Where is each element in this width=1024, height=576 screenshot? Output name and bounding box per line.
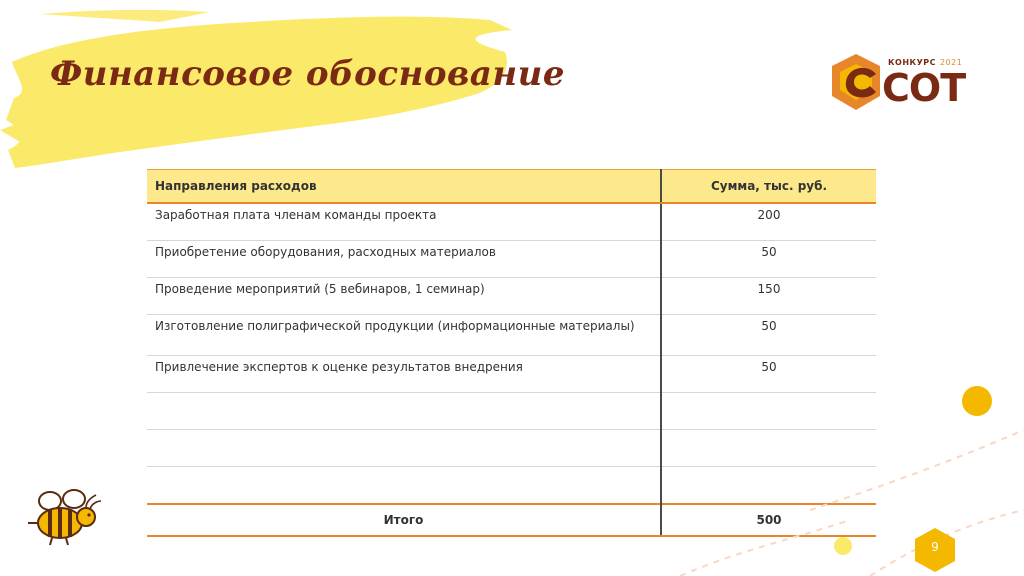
row-amount: 50 xyxy=(661,356,876,393)
table-row xyxy=(147,315,876,356)
table-row xyxy=(147,203,876,241)
row-amount: 150 xyxy=(661,278,876,315)
total-label: Итого xyxy=(147,504,661,536)
row-direction: Приобретение оборудования, расходных материалов xyxy=(147,241,661,278)
row-amount: 50 xyxy=(661,315,876,356)
empty-cell xyxy=(147,430,661,467)
yellow-dot xyxy=(962,386,992,416)
header-amount: Сумма, тыс. руб. xyxy=(661,170,876,204)
logo-text: СОТ xyxy=(882,66,966,110)
row-direction: Привлечение экспертов к оценке результатов внедрения xyxy=(147,356,661,393)
row-amount: 200 xyxy=(661,203,876,241)
row-direction: Заработная плата членам команды проекта xyxy=(147,203,661,241)
slide-title: Финансовое обоснование xyxy=(50,54,566,94)
dashed-swirl-decoration xyxy=(680,400,1024,576)
table-row xyxy=(147,356,876,393)
header-direction: Направления расходов xyxy=(147,170,661,204)
total-amount: 500 xyxy=(661,504,876,536)
empty-cell xyxy=(147,393,661,430)
light-yellow-dot xyxy=(834,537,852,555)
empty-cell xyxy=(147,467,661,505)
row-direction: Изготовление полиграфической продукции (информационные материалы) xyxy=(147,315,661,356)
row-amount: 50 xyxy=(661,241,876,278)
page-number: 9 xyxy=(931,540,939,554)
bee-icon xyxy=(22,487,102,549)
table-row xyxy=(147,278,876,315)
table-row xyxy=(147,241,876,278)
table-header-row xyxy=(147,170,876,204)
logo-caption: КОНКУРС 2021 xyxy=(888,58,963,67)
row-direction: Проведение мероприятий (5 вебинаров, 1 семинар) xyxy=(147,278,661,315)
